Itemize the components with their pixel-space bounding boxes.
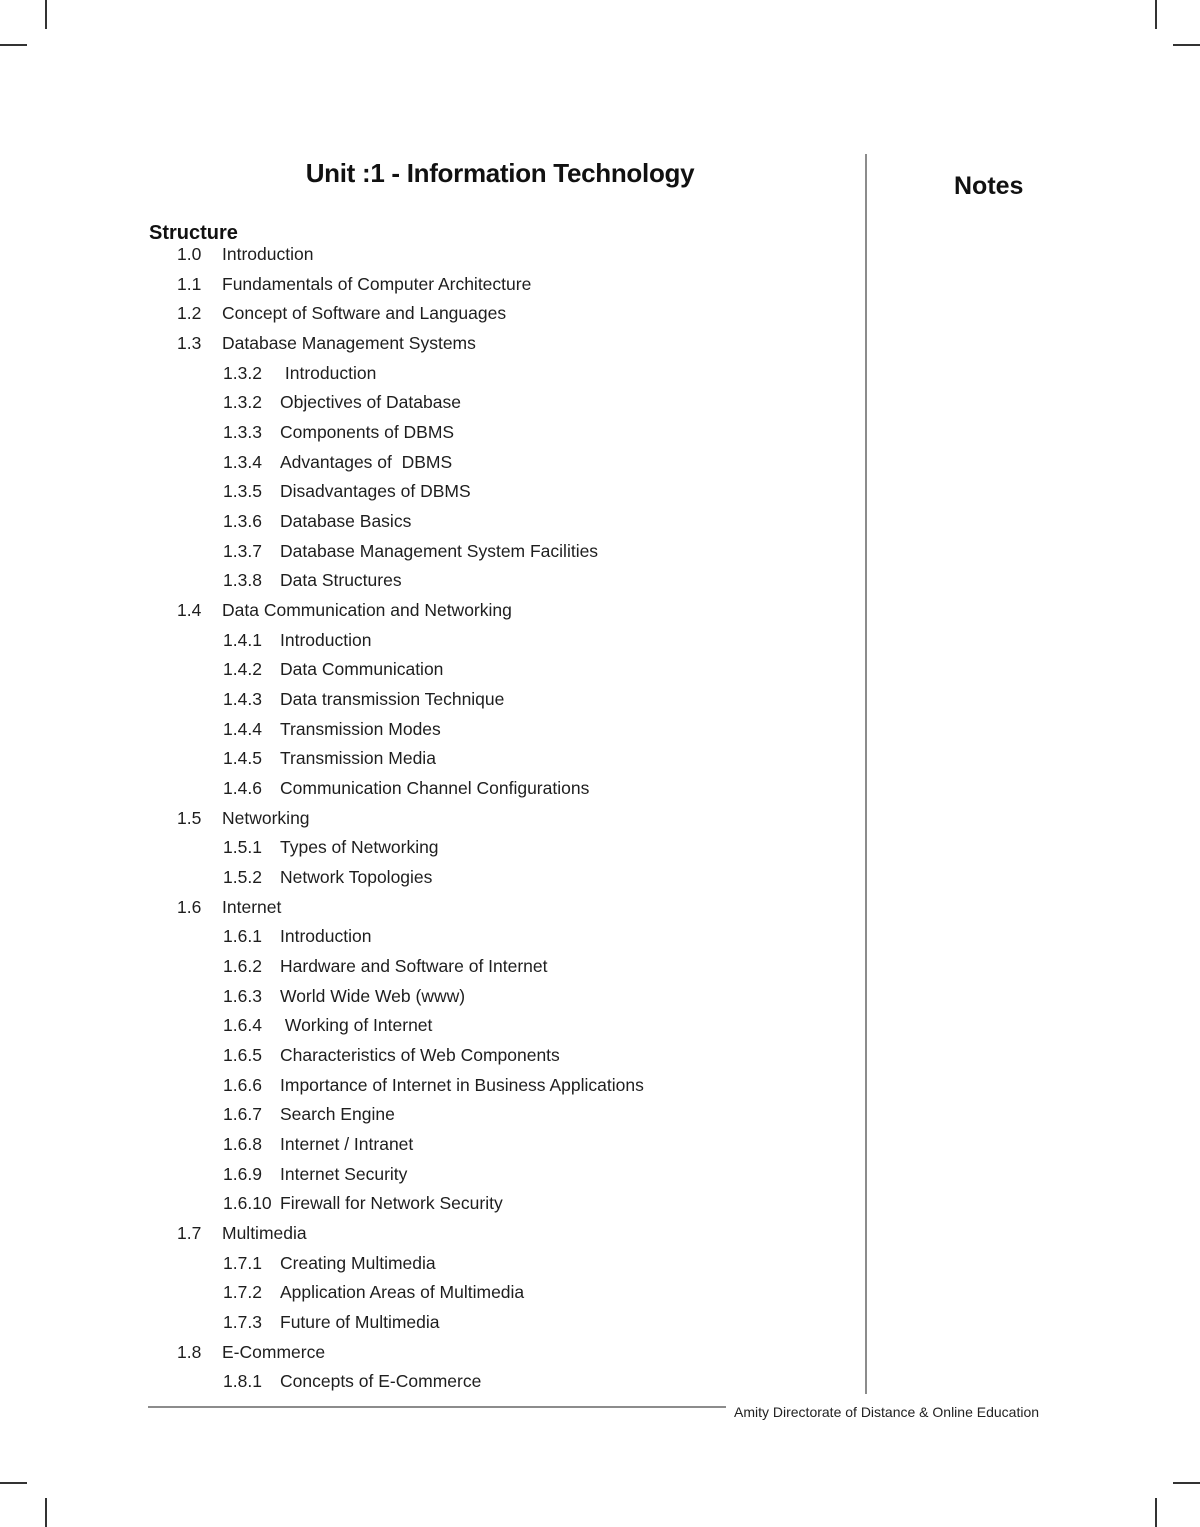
toc-label: Internet Security bbox=[280, 1163, 408, 1184]
toc-number: 1.2 bbox=[177, 303, 202, 324]
toc-label: Future of Multimedia bbox=[280, 1312, 440, 1333]
toc-number: 1.4.6 bbox=[223, 778, 262, 799]
toc-label: Creating Multimedia bbox=[280, 1252, 436, 1273]
toc-label: Concepts of E-Commerce bbox=[280, 1371, 482, 1392]
toc-label: Fundamentals of Computer Architecture bbox=[222, 273, 532, 294]
toc-label: E-Commerce bbox=[222, 1341, 326, 1362]
toc-number: 1.6.4 bbox=[223, 1015, 262, 1036]
toc-number: 1.5.1 bbox=[223, 837, 262, 858]
toc-label: World Wide Web (www) bbox=[280, 985, 466, 1006]
crop-mark-bottom-left-vertical bbox=[45, 1498, 47, 1527]
toc-number: 1.5 bbox=[177, 807, 202, 828]
toc-label: Introduction bbox=[280, 926, 372, 947]
toc-label: Components of DBMS bbox=[280, 422, 455, 443]
toc-number: 1.3.6 bbox=[223, 511, 262, 532]
toc-label: Search Engine bbox=[280, 1104, 395, 1125]
toc-label: Data Communication and Networking bbox=[222, 600, 512, 621]
toc-label: Multimedia bbox=[222, 1223, 307, 1244]
crop-mark-top-left-horizontal bbox=[0, 44, 27, 46]
toc-number: 1.4.1 bbox=[223, 629, 262, 650]
toc-number: 1.3.5 bbox=[223, 481, 262, 502]
toc-number: 1.6.1 bbox=[223, 926, 262, 947]
toc-label: Data transmission Technique bbox=[280, 689, 505, 710]
toc-number: 1.6.3 bbox=[223, 985, 262, 1006]
toc-number: 1.3.2 bbox=[223, 362, 262, 383]
toc-label: Communication Channel Configurations bbox=[280, 778, 590, 799]
toc-label: Disadvantages of DBMS bbox=[280, 481, 471, 502]
toc-number: 1.6.10 bbox=[223, 1193, 272, 1214]
crop-mark-bottom-right-vertical bbox=[1155, 1498, 1157, 1527]
toc-label: Introduction bbox=[222, 244, 314, 264]
toc-number: 1.3.4 bbox=[223, 451, 262, 472]
toc-number: 1.7 bbox=[177, 1223, 202, 1244]
toc-label: Importance of Internet in Business Applications bbox=[280, 1074, 644, 1095]
toc-number: 1.6.2 bbox=[223, 956, 262, 977]
toc-number: 1.7.1 bbox=[223, 1252, 262, 1273]
crop-mark-bottom-left-horizontal bbox=[0, 1482, 27, 1484]
toc-label: Data Communication bbox=[280, 659, 444, 680]
toc-label: Advantages of DBMS bbox=[280, 451, 453, 472]
toc-label: Transmission Modes bbox=[280, 718, 441, 739]
crop-mark-top-right-horizontal bbox=[1173, 44, 1200, 46]
notes-column-divider bbox=[865, 154, 867, 1394]
toc-number: 1.3 bbox=[177, 333, 202, 353]
toc-label: Working of Internet bbox=[280, 1015, 433, 1036]
toc-label: Internet bbox=[222, 896, 282, 917]
toc-number: 1.4.4 bbox=[223, 718, 262, 739]
toc-label: Database Management Systems bbox=[222, 333, 476, 353]
page-title: Unit :1 - Information Technology bbox=[305, 158, 695, 188]
toc-number: 1.6.7 bbox=[223, 1104, 262, 1125]
toc-number: 1.0 bbox=[177, 244, 202, 264]
notes-heading: Notes bbox=[954, 172, 1024, 200]
toc-number: 1.3.8 bbox=[223, 570, 262, 591]
toc-label: Database Basics bbox=[280, 511, 412, 532]
footer-text: Amity Directorate of Distance & Online Education bbox=[734, 1404, 1040, 1420]
toc-number: 1.7.3 bbox=[223, 1312, 262, 1333]
footer-rule bbox=[148, 1406, 726, 1408]
toc-label: Introduction bbox=[280, 629, 372, 650]
toc-label: Network Topologies bbox=[280, 867, 433, 888]
crop-mark-top-left-vertical bbox=[45, 0, 47, 29]
toc-number: 1.4.3 bbox=[223, 689, 262, 710]
toc-number: 1.4 bbox=[177, 600, 202, 621]
toc-number: 1.3.2 bbox=[223, 392, 262, 413]
toc-number: 1.6.9 bbox=[223, 1163, 262, 1184]
toc-label: Data Structures bbox=[280, 570, 402, 591]
crop-mark-bottom-right-horizontal bbox=[1173, 1482, 1200, 1484]
toc-number: 1.3.7 bbox=[223, 540, 262, 561]
toc-label: Internet / Intranet bbox=[280, 1134, 414, 1155]
toc-label: Hardware and Software of Internet bbox=[280, 956, 548, 977]
toc-label: Networking bbox=[222, 807, 310, 828]
toc-number: 1.1 bbox=[177, 273, 202, 294]
structure-heading: Structure bbox=[149, 222, 238, 244]
toc-number: 1.4.5 bbox=[223, 748, 262, 769]
toc-number: 1.7.2 bbox=[223, 1282, 262, 1303]
toc-number: 1.8.1 bbox=[223, 1371, 262, 1392]
toc-label: Database Management System Facilities bbox=[280, 540, 599, 561]
toc-label: Types of Networking bbox=[280, 837, 439, 858]
toc-number: 1.6.6 bbox=[223, 1074, 262, 1095]
toc-label: Transmission Media bbox=[280, 748, 436, 769]
toc-number: 1.3.3 bbox=[223, 422, 262, 443]
toc-label: Characteristics of Web Components bbox=[280, 1045, 560, 1066]
toc-number: 1.6.5 bbox=[223, 1045, 262, 1066]
toc-label: Firewall for Network Security bbox=[280, 1193, 503, 1214]
toc-number: 1.6 bbox=[177, 896, 202, 917]
toc-number: 1.4.2 bbox=[223, 659, 262, 680]
toc-label: Application Areas of Multimedia bbox=[280, 1282, 525, 1303]
toc-number: 1.8 bbox=[177, 1341, 202, 1362]
toc-label: Introduction bbox=[280, 362, 377, 383]
toc-label: Objectives of Database bbox=[280, 392, 461, 413]
toc-label: Concept of Software and Languages bbox=[222, 303, 507, 324]
toc-number: 1.6.8 bbox=[223, 1134, 262, 1155]
toc-number: 1.5.2 bbox=[223, 867, 262, 888]
crop-mark-top-right-vertical bbox=[1155, 0, 1157, 29]
